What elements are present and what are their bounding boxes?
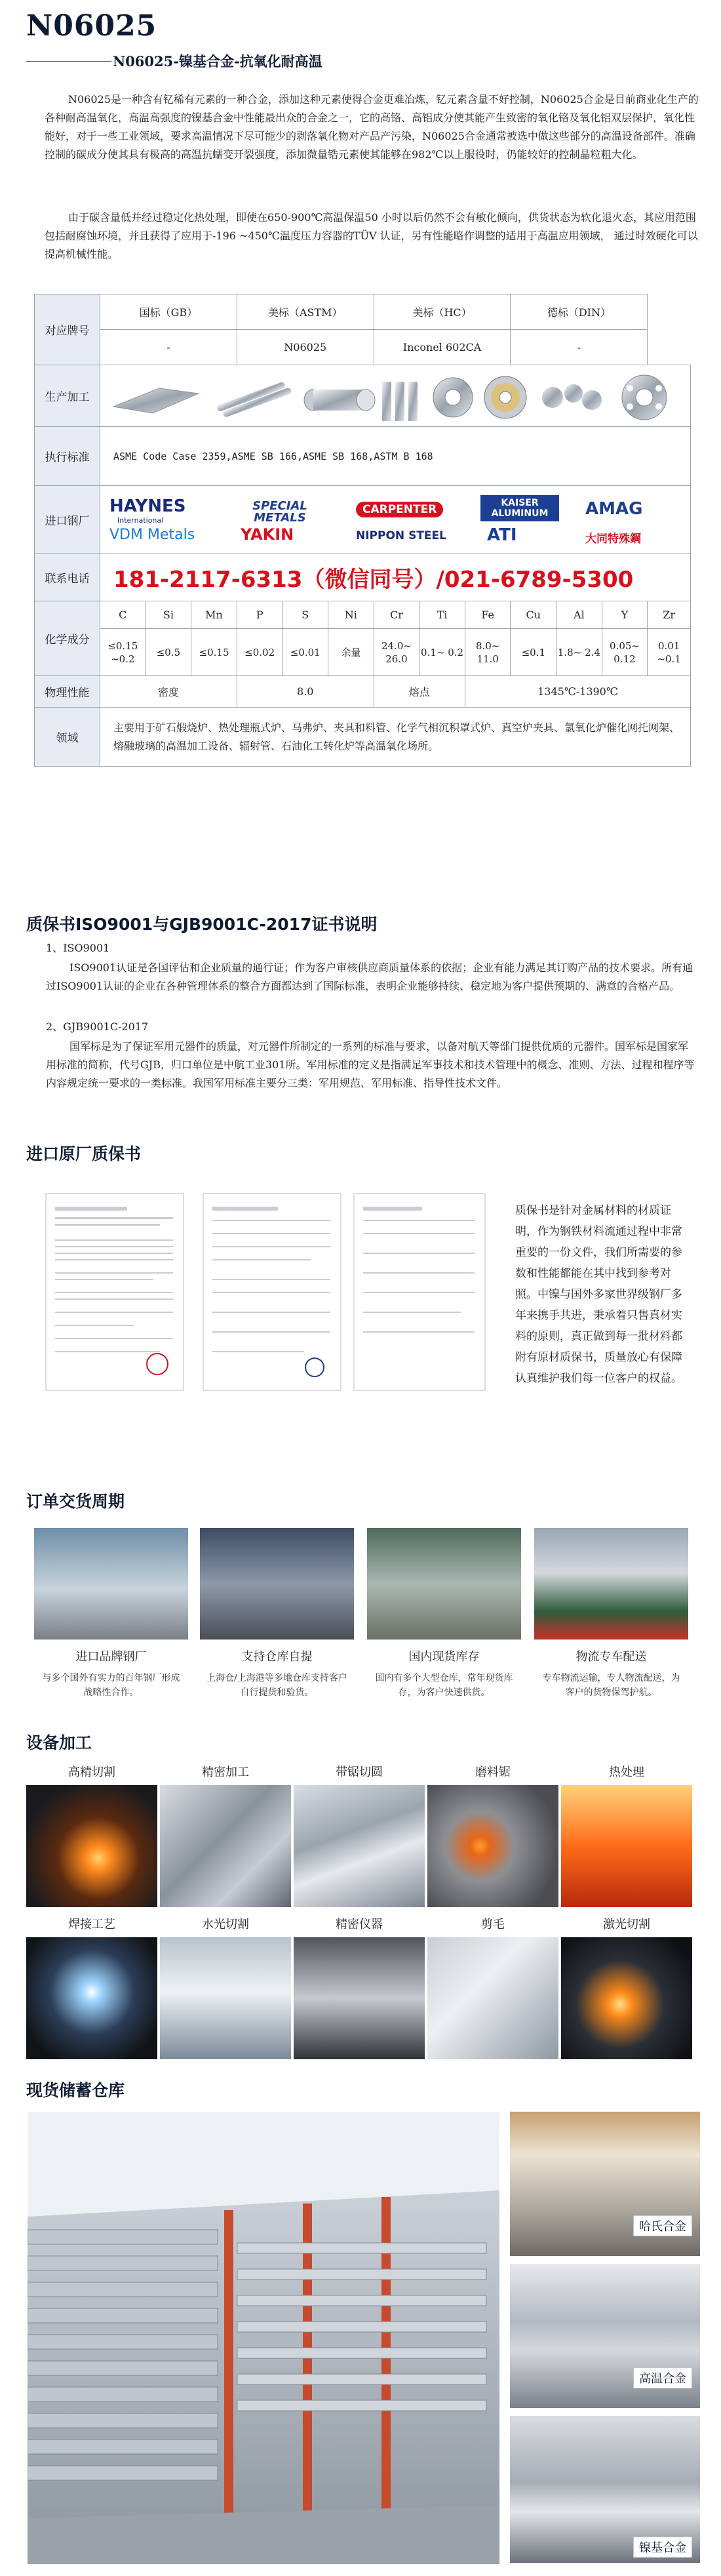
chem-val-zr: 0.01 ~0.1	[648, 629, 691, 676]
mill-label: 进口钢厂	[35, 486, 100, 554]
mill-cert-text: 质保书是针对金属材料的材质证明，作为钢铁材料流通过程中非常重要的一份文件，我们所需要的参数和性能都能在其中找到参考对照。中镍与国外多家世界级钢厂多年来携手共进，秉承着只售真材实料的原则，真正做到每一批材料都附有原材质保书，质量放心有保障认真维护我们每一位客户的权益。	[515, 1204, 682, 1385]
logo-carpenter: CARPENTER	[356, 502, 443, 517]
equip-r2-label-4: 剪毛	[481, 1918, 505, 1931]
chem-el-zr: Zr	[648, 601, 691, 629]
contact-phone[interactable]: 181-2117-6313（微信同号）/021-6789-5300	[100, 554, 691, 601]
chem-el-ti: Ti	[419, 601, 465, 629]
equip-r2-label-5: 激光切割	[603, 1918, 650, 1931]
chem-val-s: ≤0.01	[283, 629, 328, 676]
equip-photo-shearing	[427, 1937, 558, 2059]
equip-photo-bandsaw	[294, 1785, 425, 1907]
chem-val-ti: 0.1~ 0.2	[419, 629, 465, 676]
field-text: 主要用于矿石煅烧炉、热处理瓶式炉、马弗炉、夹具和料管、化学气相沉积罩式炉、真空炉夹具、氯氧化炉催化网托网架、熔融玻璃的高温加工设备、辐射管、石油化工转化炉等高温氧化场所。	[100, 708, 691, 767]
chem-val-mn: ≤0.15	[191, 629, 237, 676]
certificate-sheets-image	[39, 1180, 492, 1476]
chem-el-mn: Mn	[191, 601, 237, 629]
chem-val-cu: ≤0.1	[511, 629, 556, 676]
logo-special-metals: SPECIAL METALS	[252, 498, 307, 525]
grade-val-hc: Inconel 602CA	[374, 330, 511, 365]
equip-photo-machining	[160, 1785, 291, 1907]
density-value: 8.0	[237, 676, 374, 708]
standard-label: 执行标准	[35, 427, 100, 486]
equip-photo-heat-treatment	[561, 1785, 692, 1907]
chem-el-al: Al	[556, 601, 602, 629]
chem-el-cr: Cr	[374, 601, 419, 629]
equip-photo-cutting	[26, 1785, 157, 1907]
delivery-desc-3: 国内有多个大型仓库，常年现货库存，为客户快速供货。	[375, 1673, 513, 1698]
delivery-cap-1: 进口品牌钢厂	[75, 1650, 147, 1664]
chem-val-p: ≤0.02	[237, 629, 283, 676]
field-label: 领域	[35, 708, 100, 767]
warehouse-main-photo	[28, 2112, 499, 2564]
subtitle-row	[26, 51, 695, 71]
chem-val-si: ≤0.5	[146, 629, 191, 676]
iso-text: ISO9001认证是各国评估和企业质量的通行证；作为客户审核供应商质量体系的依据；企业有能力满足其订购产品的技术要求。所有通过ISO9001认证的企业在各种管理体系的整合方面都达到了国际标准，表明企业能够持续、稳定地为客户提供预期的、满意的合格产品。	[46, 961, 693, 992]
intro-paragraph-1: N06025是一种含有钇稀有元素的一种合金，添加这种元素使得合金更难冶炼，钇元素含量不好控制，N06025合金是目前商业化生产的各种耐高温氧化，高温高强度的镍基合金中性能最出众的合金之一，它的高铬、高铝成分使其能产生致密的氧化铬及氧化铝双层保护，氧化性能好，对于一些工业领域，要求高温情况下尽可能少的剥落氧化物对产品产污染，N06025合金通常被选中做这些部分的高温设备部件。准确控制的碳成分使其具有极高的高温抗蠕变开裂强度，添加微量锆元素使其能够在982℃以上服役时，仍能较好的控制晶粒粗大化。	[45, 93, 699, 161]
cert-heading: 质保书ISO9001与GJB9001C-2017证书说明	[26, 915, 378, 934]
chem-el-y: Y	[602, 601, 648, 629]
grade-std-hc: 美标（HC）	[374, 294, 511, 330]
chem-el-cu: Cu	[511, 601, 556, 629]
warehouse-heading: 现货储蓄仓库	[26, 2081, 125, 2100]
equip-photo-abrasive-saw	[427, 1785, 558, 1907]
delivery-cap-3: 国内现货库存	[408, 1650, 480, 1664]
chem-el-c: C	[100, 601, 146, 629]
warehouse-shelves-image	[28, 2112, 499, 2564]
equip-r2-label-2: 水光切割	[202, 1918, 249, 1931]
grade-label: 对应牌号	[35, 294, 100, 365]
grade-val-gb: -	[100, 330, 237, 365]
logo-haynes-sub: International	[117, 515, 164, 525]
equipment-heading: 设备加工	[26, 1733, 92, 1752]
standard-text: ASME Code Case 2359,ASME SB 166,ASME SB 168,ASTM B 168	[100, 427, 691, 486]
delivery-desc-4: 专车物流运输，专人物流配送，为客户的货物保驾护航。	[542, 1673, 680, 1698]
iso-title: 1、ISO9001	[46, 942, 110, 954]
delivery-cap-4: 物流专车配送	[575, 1650, 647, 1664]
melt-label: 熔点	[374, 676, 465, 708]
chem-el-s: S	[283, 601, 328, 629]
page-subtitle: N06025-镍基合金-抗氧化耐高温	[113, 53, 322, 70]
phys-label: 物理性能	[35, 676, 100, 708]
logo-yakin: YAKIN	[241, 525, 294, 544]
equip-photo-laser	[561, 1937, 692, 2059]
subtitle-divider	[26, 61, 111, 62]
chem-val-fe: 8.0~ 11.0	[465, 629, 511, 676]
melt-value: 1345℃-1390℃	[465, 676, 690, 708]
delivery-photo-stock	[367, 1528, 521, 1640]
delivery-desc-1: 与多个国外有实力的百年钢厂形成战略性合作。	[42, 1673, 180, 1698]
spec-table	[34, 294, 691, 767]
page-title: N06025	[26, 9, 157, 43]
process-label: 生产加工	[35, 365, 100, 427]
density-label: 密度	[100, 676, 237, 708]
delivery-desc-2: 上海仓/上海港等多地仓库支持客户自行提货和验货。	[206, 1673, 347, 1698]
chem-el-ni: Ni	[328, 601, 374, 629]
contact-label: 联系电话	[35, 554, 100, 601]
chem-val-al: 1.8~ 2.4	[556, 629, 602, 676]
chem-label: 化学成分	[35, 601, 100, 676]
equip-r1-label-5: 热处理	[609, 1765, 644, 1779]
chem-val-c: ≤0.15 ~0.2	[100, 629, 146, 676]
gjb-text: 国军标是为了保证军用元器件的质量，对元器件所制定的一系列的标准与要求，以备对航天等部门提供优质的元器件。国军标是国家军用标准的简称，代号GJB，归口单位是中航工业301所。军用标准的定义是指满足军事技术和技术管理中的概念、准则、方法、过程和程序等内容规定统一要求的一类标准。我国军用标准主要分三类：军用规范、军用标准、指导性技术文件。	[46, 1040, 695, 1089]
logo-haynes: HAYNES	[109, 496, 186, 516]
tag-nickel: 镍基合金	[633, 2537, 692, 2558]
equip-r1-label-4: 磨料锯	[475, 1765, 511, 1779]
grade-val-astm: N06025	[237, 330, 374, 365]
delivery-photo-logistics	[534, 1528, 688, 1640]
equip-photo-instrument	[294, 1937, 425, 2059]
chem-el-fe: Fe	[465, 601, 511, 629]
grade-val-din: -	[511, 330, 648, 365]
intro-paragraph-2: 由于碳含量低并经过稳定化热处理，即使在650-900℃高温保温50 小时以后仍然不会有敏化倾向，供货状态为软化退火态，其应用范围包括耐腐蚀环境，并且获得了应用于-196 ~450℃温度压力容器的TÜV 认证，另有性能略作调整的适用于高温应用领域， 通过时效硬化可以提高机械性能。	[45, 211, 698, 260]
gjb-title: 2、GJB9001C-2017	[46, 1020, 149, 1033]
grade-std-gb: 国标（GB）	[100, 294, 237, 330]
equip-r2-label-3: 精密仪器	[336, 1918, 383, 1931]
logo-ati: ATI	[487, 525, 517, 545]
logo-nippon-steel: NIPPON STEEL	[356, 529, 446, 542]
mill-logos	[100, 486, 691, 554]
logo-amag: AMAG	[585, 498, 643, 519]
tag-superalloy: 高温合金	[633, 2367, 692, 2388]
chem-el-si: Si	[146, 601, 191, 629]
chem-val-ni: 余量	[328, 629, 374, 676]
equip-r1-label-1: 高精切割	[68, 1765, 115, 1779]
grade-std-astm: 美标（ASTM）	[237, 294, 374, 330]
chem-val-cr: 24.0~ 26.0	[374, 629, 419, 676]
equip-r1-label-3: 带锯切圆	[336, 1765, 383, 1779]
delivery-photo-mill	[34, 1528, 188, 1640]
grade-std-din: 德标（DIN）	[511, 294, 648, 330]
product-shapes-image	[100, 369, 690, 421]
equip-r2-label-1: 焊接工艺	[68, 1918, 115, 1931]
equip-photo-welding	[26, 1937, 157, 2059]
delivery-heading: 订单交货周期	[26, 1492, 125, 1511]
tag-hastelloy: 哈氏合金	[633, 2215, 692, 2236]
equip-photo-waterjet	[160, 1937, 291, 2059]
delivery-photo-pickup	[200, 1528, 354, 1640]
equip-r1-label-2: 精密加工	[202, 1765, 249, 1779]
logo-vdm: VDM Metals	[109, 526, 195, 543]
certificate-images	[39, 1180, 492, 1476]
delivery-cap-2: 支持仓库自提	[241, 1650, 313, 1664]
logo-daido: 大同特殊鋼	[585, 532, 641, 546]
logo-kaiser: KAISER ALUMINUM	[480, 495, 559, 521]
chem-el-p: P	[237, 601, 283, 629]
process-product-photos	[100, 365, 691, 427]
mill-cert-heading: 进口原厂质保书	[26, 1144, 142, 1163]
chem-val-y: 0.05~ 0.12	[602, 629, 648, 676]
